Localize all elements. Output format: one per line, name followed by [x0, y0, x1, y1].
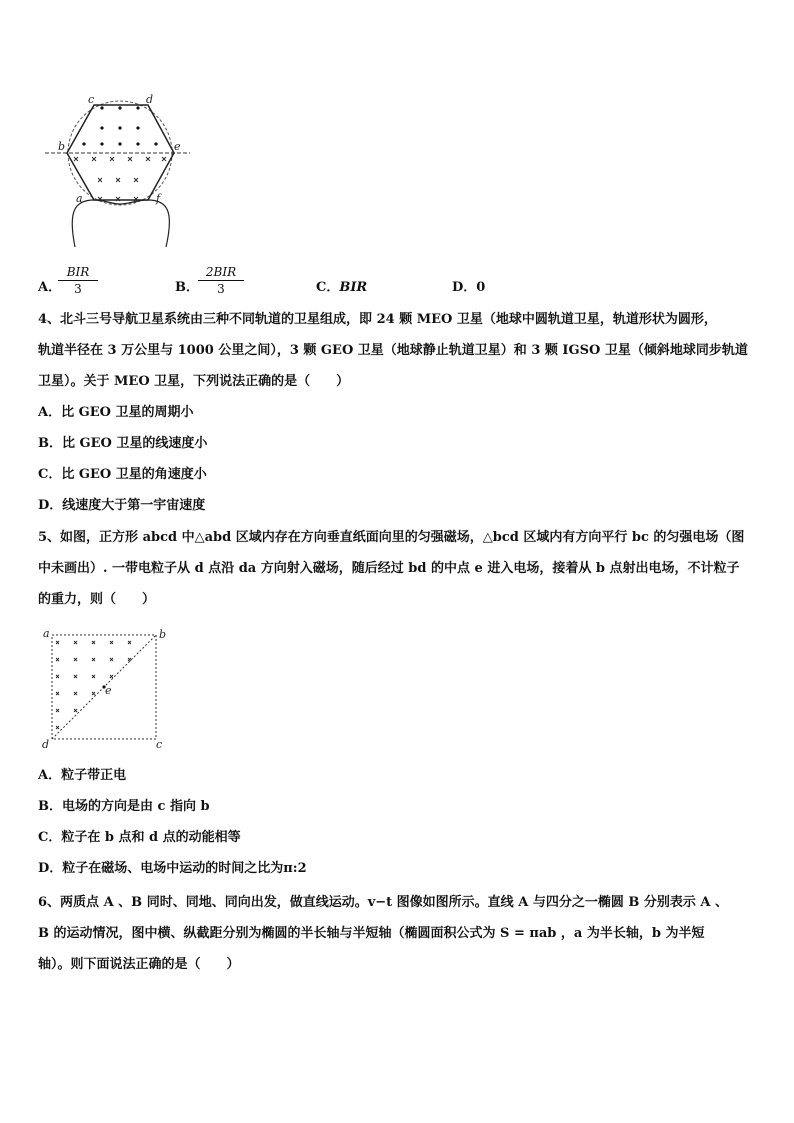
q5-option-b: B．电场的方向是由 c 指向 b [38, 799, 210, 814]
q3-option-c-value: BIR [339, 280, 368, 295]
fig1-label-b: b [58, 140, 66, 153]
q5-option-d: D．粒子在磁场、电场中运动的时间之比为π:2 [38, 861, 307, 876]
q3-option-a-denominator: 3 [74, 282, 82, 296]
q3-option-a-fraction [58, 265, 98, 296]
q3-option-b-numerator: 2BIR [198, 265, 244, 281]
fig1-label-c: c [88, 93, 95, 106]
q4-stem-line1: 4、北斗三号导航卫星系统由三种不同轨道的卫星组成，即 24 颗 MEO 卫星（地球中圆轨道卫星，轨道形状为圆形， [38, 312, 717, 327]
q3-option-d-value: 0 [476, 280, 486, 295]
hexagon-field-figure [40, 92, 190, 252]
q3-option-d-label: D． [452, 280, 477, 295]
q3-option-b-fraction [198, 265, 244, 296]
q4-option-b: B．比 GEO 卫星的线速度小 [38, 436, 208, 451]
q4-option-d: D．线速度大于第一宇宙速度 [38, 498, 206, 513]
q5-stem-line1: 5、如图，正方形 abcd 中△abd 区域内存在方向垂直纸面向里的匀强磁场，△bcd 区域内有方向平行 bc 的匀强电场（图 [38, 530, 745, 545]
q3-option-c-label: C． [316, 280, 340, 295]
q4-option-a: A．比 GEO 卫星的周期小 [38, 405, 194, 420]
fig2-label-c: c [156, 738, 163, 751]
q3-option-a-label: A． [38, 280, 62, 295]
q4-stem-line2: 轨道半径在 3 万公里与 1000 公里之间），3 颗 GEO 卫星（地球静止轨道卫星）和 3 颗 IGSO 卫星（倾斜地球同步轨道 [38, 343, 748, 358]
fig2-label-e: e [105, 684, 112, 697]
q3-option-c [316, 276, 367, 295]
q5-stem-line3: 的重力，则（ ） [38, 592, 156, 607]
q6-stem-line2: B 的运动情况，图中横、纵截距分别为椭圆的半长轴与半短轴（椭圆面积公式为 S = πab ，a 为半长轴，b 为半短 [38, 926, 705, 941]
q3-option-d [452, 276, 485, 295]
square-field-figure [38, 626, 173, 751]
q4-stem-line3: 卫星）。关于 MEO 卫星，下列说法正确的是（ ） [38, 374, 350, 389]
q4-option-c: C．比 GEO 卫星的角速度小 [38, 467, 207, 482]
fig1-label-a: a [76, 192, 83, 205]
q6-stem-line1: 6、两质点 A 、B 同时、同地、同向出发，做直线运动。v−t 图像如图所示。直线 A 与四分之一椭圆 B 分别表示 A 、 [38, 895, 728, 910]
q3-option-a-numerator: BIR [58, 265, 98, 281]
q5-stem-line2: 中未画出）. 一带电粒子从 d 点沿 da 方向射入磁场，随后经过 bd 的中点 e 进入电场，接着从 b 点射出电场，不计粒子 [38, 561, 740, 576]
q3-option-b-label: B． [175, 280, 199, 295]
q5-option-a: A．粒子带正电 [38, 768, 127, 783]
q5-option-c: C．粒子在 b 点和 d 点的动能相等 [38, 830, 241, 845]
fig2-label-d: d [42, 738, 50, 751]
q3-option-b-denominator: 3 [217, 282, 225, 296]
fig2-label-a: a [43, 627, 50, 640]
fig1-label-d: d [146, 93, 154, 106]
fig1-label-e: e [174, 140, 181, 153]
fig1-label-f: f [156, 192, 161, 205]
fig2-label-b: b [159, 628, 167, 641]
q6-stem-line3: 轴）。则下面说法正确的是（ ） [38, 957, 240, 972]
